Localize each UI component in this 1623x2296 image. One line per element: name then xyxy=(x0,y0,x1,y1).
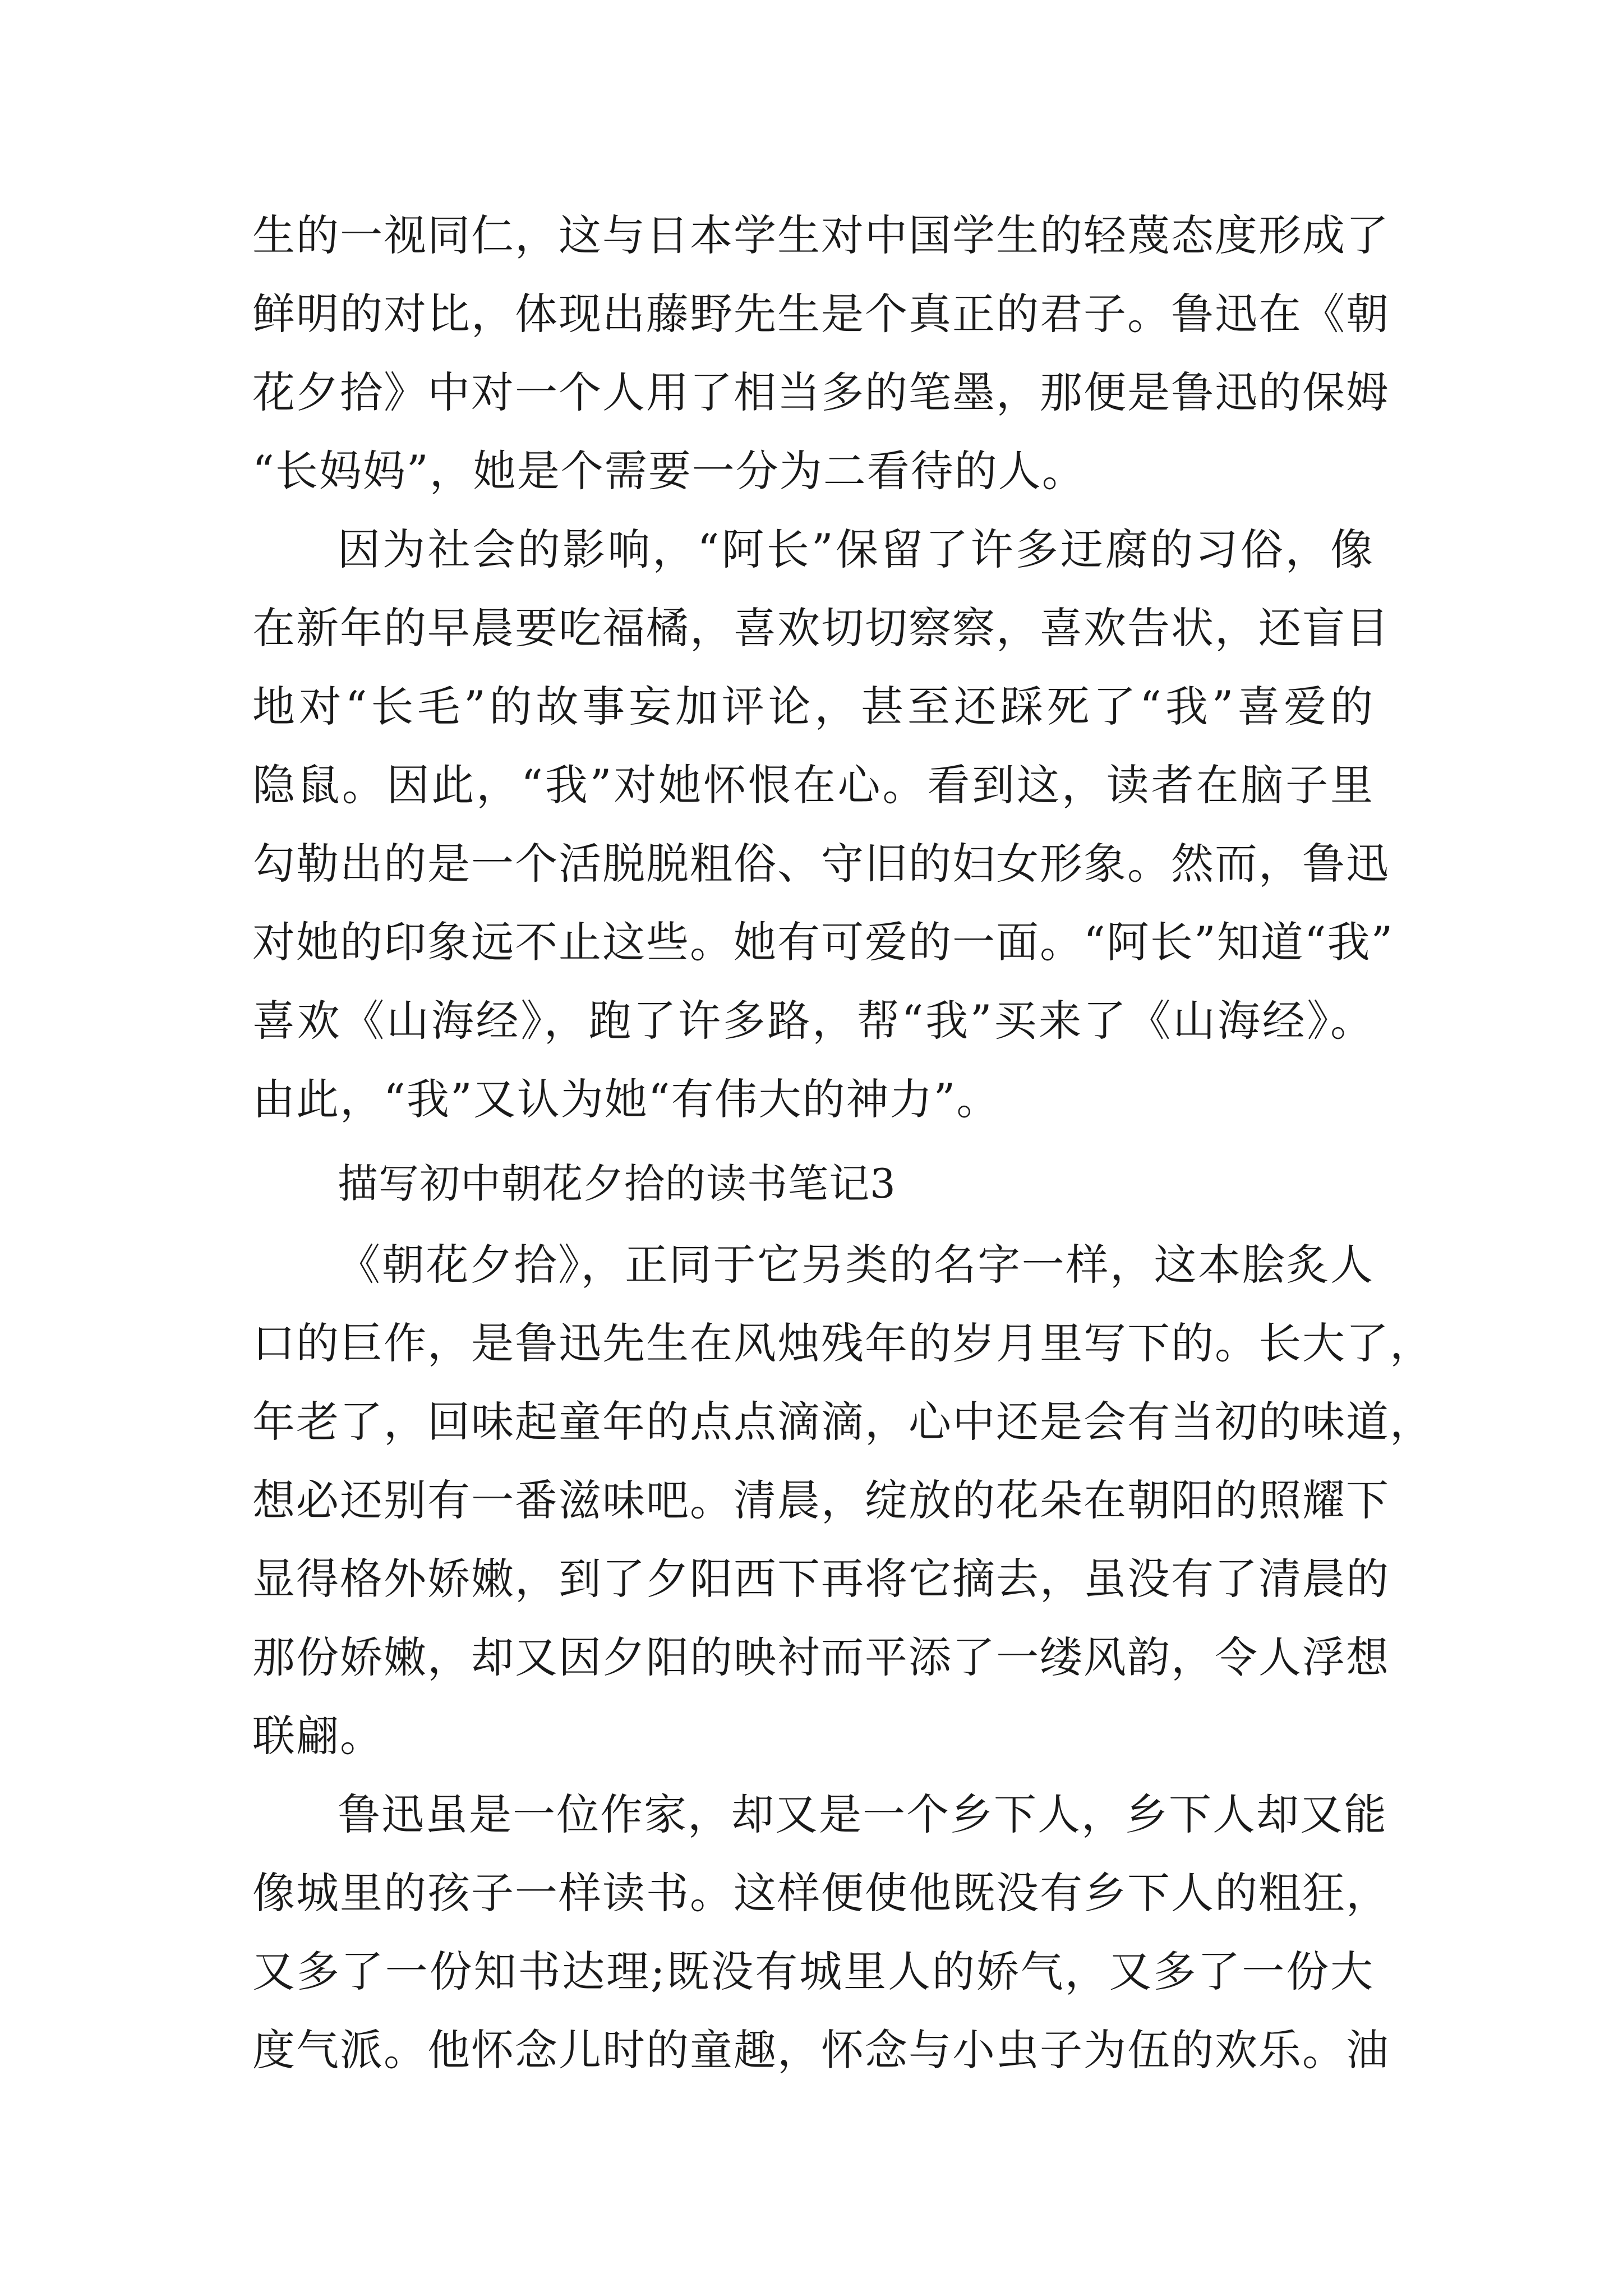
text-line: “长妈妈”，她是个需要一分为二看待的人。 xyxy=(252,446,1086,496)
paragraph-first-line: 《朝花夕拾》，正同于它另类的名字一样，这本脍炙人 xyxy=(338,1240,1374,1290)
section-heading: 描写初中朝花夕拾的读书笔记3 xyxy=(338,1160,896,1207)
text-line: 想必还别有一番滋味吧。清晨，绽放的花朵在朝阳的照耀下 xyxy=(252,1475,1390,1525)
text-line: 花夕拾》中对一个人用了相当多的笔墨，那便是鲁迅的保姆 xyxy=(252,367,1390,417)
paragraph-first-line: 因为社会的影响，“阿长”保留了许多迂腐的习俗，像 xyxy=(338,524,1374,574)
text-line: 口的巨作，是鲁迅先生在风烛残年的岁月里写下的。长大了， xyxy=(252,1318,1433,1368)
text-line: 喜欢《山海经》，跑了许多路，帮“我”买来了《山海经》。 xyxy=(252,996,1374,1046)
text-line: 显得格外娇嫩，到了夕阳西下再将它摘去，虽没有了清晨的 xyxy=(252,1554,1390,1604)
text-line: 那份娇嫩，却又因夕阳的映衬而平添了一缕风韵，令人浮想 xyxy=(252,1632,1390,1682)
text-line: 对她的印象远不止这些。她有可爱的一面。“阿长”知道“我” xyxy=(252,917,1394,967)
text-line: 像城里的孩子一样读书。这样便使他既没有乡下人的粗狂， xyxy=(252,1868,1390,1918)
text-line: 度气派。他怀念儿时的童趣，怀念与小虫子为伍的欢乐。油 xyxy=(252,2025,1390,2075)
text-line: 生的一视同仁，这与日本学生对中国学生的轻蔑态度形成了 xyxy=(252,210,1390,260)
text-line: 年老了，回味起童年的点点滴滴，心中还是会有当初的味道， xyxy=(252,1397,1433,1447)
text-line: 又多了一份知书达理;既没有城里人的娇气，又多了一份大 xyxy=(252,1947,1374,1996)
paragraph-first-line: 鲁迅虽是一位作家，却又是一个乡下人，乡下人却又能 xyxy=(338,1789,1387,1839)
text-line: 地对“长毛”的故事妄加评论，甚至还踩死了“我”喜爱的 xyxy=(252,682,1374,731)
text-line: 联翩。 xyxy=(252,1711,384,1761)
text-line: 勾勒出的是一个活脱脱粗俗、守旧的妇女形象。然而，鲁迅 xyxy=(252,839,1390,889)
text-line: 由此，“我”又认为她“有伟大的神力”。 xyxy=(252,1074,1000,1124)
text-line: 隐鼠。因此，“我”对她怀恨在心。看到这，读者在脑子里 xyxy=(252,760,1374,810)
text-line: 在新年的早晨要吃福橘，喜欢切切察察，喜欢告状，还盲目 xyxy=(252,603,1390,653)
text-line: 鲜明的对比，体现出藤野先生是个真正的君子。鲁迅在《朝 xyxy=(252,289,1390,339)
